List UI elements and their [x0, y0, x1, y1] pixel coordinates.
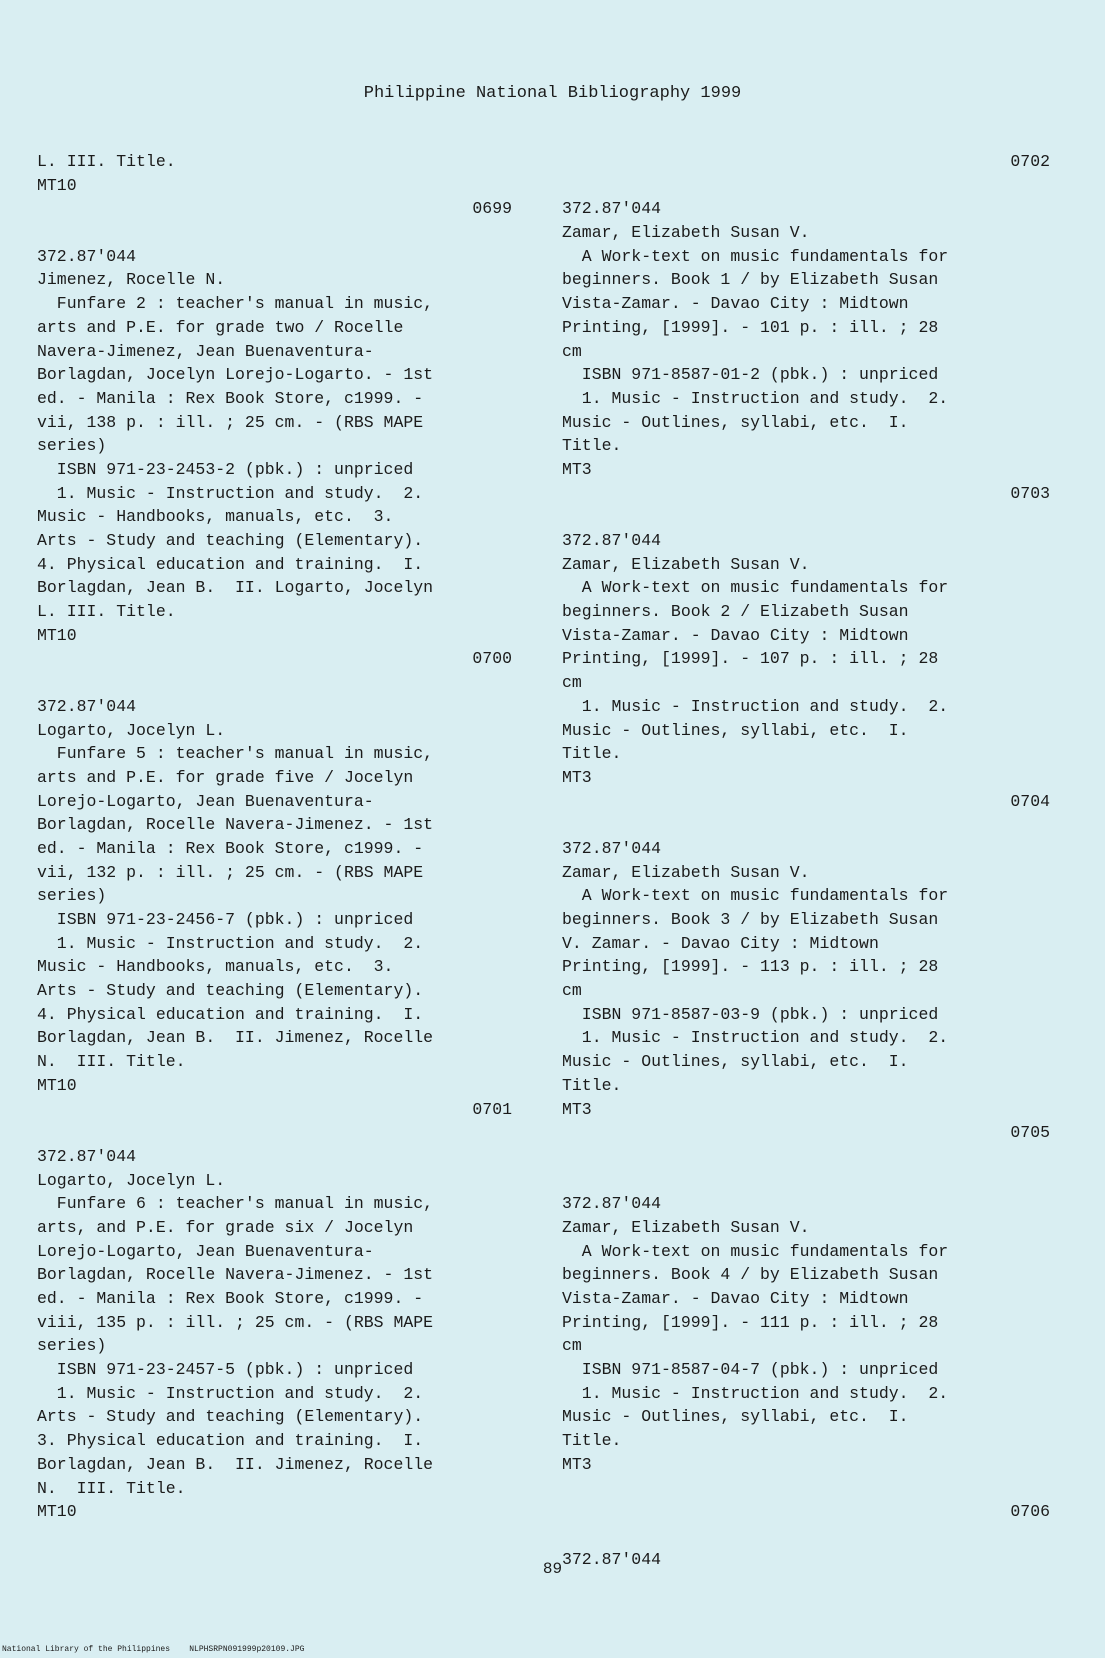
page-number: 89 — [542, 1560, 563, 1578]
entry-line: 372.87'044 — [562, 199, 662, 219]
footer-caption: National Library of the Philippines NLPHSRPN091999p20109.JPG — [2, 1645, 305, 1654]
entry-line: MT10 — [37, 625, 77, 645]
entry-line: 372.87'044 — [37, 696, 137, 716]
entry-line: L. III. Title. — [37, 152, 176, 171]
entry-line: 372.87'044 — [562, 838, 662, 858]
entry-line: series) — [37, 886, 107, 906]
spacer — [562, 505, 1050, 529]
entry-line: cm — [562, 341, 582, 361]
entry-line: Printing, [1999]. - 107 p. : ill. ; 28 — [562, 649, 939, 669]
entry-line: Logarto, Jocelyn L. — [37, 1170, 226, 1190]
entry-line: 1. Music - Instruction and study. 2. — [37, 483, 424, 503]
entry-line: cm — [562, 981, 582, 1001]
entry-line: A Work-text on music fundamentals for — [562, 1241, 949, 1261]
page-title: Philippine National Bibliography 1999 — [363, 84, 742, 103]
entry-line: Printing, [1999]. - 101 p. : ill. ; 28 — [562, 317, 939, 337]
entry-line: Jimenez, Rocelle N. — [37, 270, 226, 290]
entry-line: Music - Handbooks, manuals, etc. 3. — [37, 507, 394, 527]
entry-line: Lorejo-Logarto, Jean Buenaventura- — [37, 791, 374, 811]
entry-line: cm — [562, 1336, 582, 1356]
entry-line: 1. Music - Instruction and study. 2. — [562, 696, 949, 716]
entry-line: Zamar, Elizabeth Susan V. — [562, 554, 810, 574]
entry-line: Navera-Jimenez, Jean Buenaventura- — [37, 341, 374, 361]
entry-line: A Work-text on music fundamentals for — [562, 246, 949, 266]
entry-line: beginners. Book 1 / by Elizabeth Susan — [562, 270, 939, 290]
entry-line: 1. Music - Instruction and study. 2. — [37, 1383, 424, 1403]
entry-line: Arts - Study and teaching (Elementary). — [37, 981, 424, 1001]
entry-line: Music - Outlines, syllabi, etc. I. — [562, 412, 909, 432]
spacer — [562, 1477, 1050, 1501]
entry-line: 4. Physical education and training. I. — [37, 554, 424, 574]
entry-line: L. III. Title. — [37, 602, 176, 622]
entry-line: N. III. Title. — [37, 1478, 186, 1498]
entry-line: 372.87'044 — [37, 246, 137, 266]
spacer — [37, 1121, 512, 1145]
entry-line: vii, 132 p. : ill. ; 25 cm. - (RBS MAPE — [37, 862, 424, 882]
entry-line: Vista-Zamar. - Davao City : Midtown — [562, 625, 909, 645]
entry-line: MT3 — [562, 767, 592, 787]
entry-line: 4. Physical education and training. I. — [37, 1004, 424, 1024]
entry-line: Zamar, Elizabeth Susan V. — [562, 223, 810, 243]
entry-line: ISBN 971-8587-04-7 (pbk.) : unpriced — [562, 1360, 939, 1380]
entry-line: A Work-text on music fundamentals for — [562, 578, 949, 598]
spacer — [562, 1169, 1050, 1193]
entry-line: 1. Music - Instruction and study. 2. — [37, 933, 424, 953]
spacer — [562, 174, 1050, 198]
entry-line: series) — [37, 436, 107, 456]
entry-line: MT3 — [562, 1454, 592, 1474]
entry-line: Borlagdan, Jocelyn Lorejo-Logarto. - 1st — [37, 365, 434, 385]
entry-line: 1. Music - Instruction and study. 2. — [562, 388, 949, 408]
entry-line: arts and P.E. for grade two / Rocelle — [37, 317, 404, 337]
entry-line: Funfare 2 : teacher's manual in music, — [37, 294, 434, 314]
entry-line: MT10 — [37, 1075, 77, 1095]
spacer — [562, 1145, 1050, 1169]
right-column — [562, 150, 1050, 1571]
entry-line: ed. - Manila : Rex Book Store, c1999. - — [37, 838, 424, 858]
entry-line: viii, 135 p. : ill. ; 25 cm. - (RBS MAPE — [37, 1312, 434, 1332]
entry-line: ed. - Manila : Rex Book Store, c1999. - — [37, 1289, 424, 1308]
entry-number: 0702 — [1010, 152, 1050, 171]
entry-line: MT10 — [37, 1502, 77, 1522]
entry-line: ISBN 971-23-2457-5 (pbk.) : unpriced — [37, 1360, 414, 1380]
entry-line: MT3 — [562, 1099, 592, 1119]
entry-line: A Work-text on music fundamentals for — [562, 886, 949, 906]
entry-line: series) — [37, 1336, 107, 1356]
entry-line: 1. Music - Instruction and study. 2. — [562, 1028, 949, 1048]
entry-line: Arts - Study and teaching (Elementary). — [37, 1407, 424, 1427]
spacer — [37, 671, 512, 695]
entry-line: Music - Outlines, syllabi, etc. I. — [562, 720, 909, 740]
entry-line: Title. — [562, 1431, 622, 1451]
entry-line: Borlagdan, Jean B. II. Logarto, Jocelyn — [37, 578, 434, 598]
entry-line: Logarto, Jocelyn L. — [37, 720, 226, 740]
entry-number: 0701 — [472, 1099, 512, 1119]
entry-line: cm — [562, 673, 582, 693]
entry-line: ed. - Manila : Rex Book Store, c1999. - — [37, 388, 424, 408]
entry-line: Borlagdan, Rocelle Navera-Jimenez. - 1st — [37, 815, 434, 835]
entry-line: MT3 — [562, 459, 592, 479]
entry-line: Zamar, Elizabeth Susan V. — [562, 862, 810, 882]
entry-number: 0700 — [472, 649, 512, 669]
entry-number: 0705 — [1010, 1123, 1050, 1143]
entry-line: 1. Music - Instruction and study. 2. — [562, 1383, 949, 1403]
entry-line: arts, and P.E. for grade six / Jocelyn — [37, 1217, 414, 1237]
entry-line: Zamar, Elizabeth Susan V. — [562, 1217, 810, 1237]
entry-line: Music - Outlines, syllabi, etc. I. — [562, 1052, 909, 1072]
entry-line: ISBN 971-23-2456-7 (pbk.) : unpriced — [37, 910, 414, 929]
entry-line: Funfare 5 : teacher's manual in music, — [37, 744, 434, 764]
entry-line: 3. Physical education and training. I. — [37, 1431, 424, 1451]
entry-line: Music - Outlines, syllabi, etc. I. — [562, 1407, 909, 1427]
entry-line: Borlagdan, Rocelle Navera-Jimenez. - 1st — [37, 1265, 434, 1285]
entry-line: ISBN 971-8587-01-2 (pbk.) : unpriced — [562, 365, 939, 385]
entry-line: vii, 138 p. : ill. ; 25 cm. - (RBS MAPE — [37, 412, 424, 432]
entry-line: Title. — [562, 1075, 622, 1095]
entry-line: Funfare 6 : teacher's manual in music, — [37, 1194, 434, 1214]
entry-line: Lorejo-Logarto, Jean Buenaventura- — [37, 1241, 374, 1261]
entry-line: 372.87'044 — [562, 531, 662, 550]
entry-line: N. III. Title. — [37, 1052, 186, 1072]
spacer — [562, 813, 1050, 837]
entry-number: 0706 — [1010, 1502, 1050, 1522]
entry-line: Title. — [562, 744, 622, 764]
entry-line: Printing, [1999]. - 113 p. : ill. ; 28 — [562, 957, 939, 977]
spacer — [562, 1524, 1050, 1548]
entry-line: Vista-Zamar. - Davao City : Midtown — [562, 294, 909, 314]
entry-line: Music - Handbooks, manuals, etc. 3. — [37, 957, 394, 977]
entry-line: V. Zamar. - Davao City : Midtown — [562, 933, 879, 953]
entry-number: 0704 — [1010, 791, 1050, 811]
entry-line: ISBN 971-23-2453-2 (pbk.) : unpriced — [37, 459, 414, 479]
entry-line: Printing, [1999]. - 111 p. : ill. ; 28 — [562, 1312, 939, 1332]
entry-line: 372.87'044 — [37, 1146, 137, 1166]
entry-line: 372.87'044 — [562, 1549, 662, 1569]
entry-number: 0703 — [1010, 483, 1050, 503]
entry-line: Arts - Study and teaching (Elementary). — [37, 531, 424, 550]
entry-line: Title. — [562, 436, 622, 456]
entry-line: ISBN 971-8587-03-9 (pbk.) : unpriced — [562, 1004, 939, 1024]
entry-number: 0699 — [472, 199, 512, 219]
entry-line: MT10 — [37, 175, 77, 195]
entry-line: Vista-Zamar. - Davao City : Midtown — [562, 1289, 909, 1308]
entry-line: Borlagdan, Jean B. II. Jimenez, Rocelle — [37, 1028, 434, 1048]
entry-line: beginners. Book 2 / Elizabeth Susan — [562, 602, 909, 622]
entry-line: 372.87'044 — [562, 1194, 662, 1214]
spacer — [37, 221, 512, 245]
entry-line: arts and P.E. for grade five / Jocelyn — [37, 767, 414, 787]
entry-line: beginners. Book 3 / by Elizabeth Susan — [562, 910, 939, 929]
entry-line: beginners. Book 4 / by Elizabeth Susan — [562, 1265, 939, 1285]
left-column — [37, 150, 512, 1524]
entry-line: Borlagdan, Jean B. II. Jimenez, Rocelle — [37, 1454, 434, 1474]
